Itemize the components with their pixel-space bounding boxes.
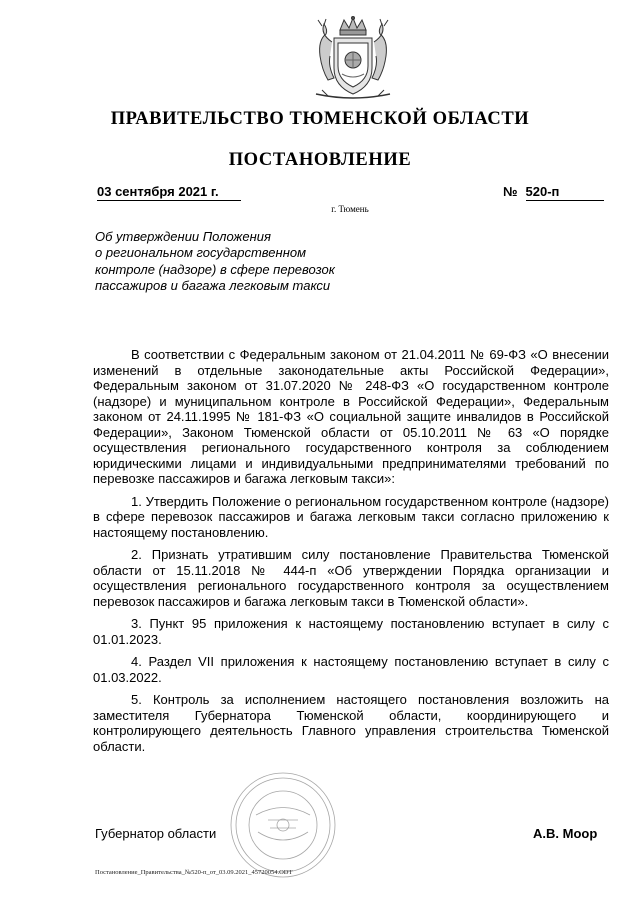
- subject-line: контроле (надзоре) в сфере перевозок: [95, 261, 335, 277]
- clause-paragraph: 5. Контроль за исполнением настоящего постановления возложить на заместителя Губернатора Тюменской области, координирующего и контролирующего деятельность Главного управления строительства Тюменской области.: [93, 692, 609, 754]
- document-number: [503, 184, 604, 201]
- signatory-name: А.В. Моор: [533, 826, 598, 841]
- clause-paragraph: 2. Признать утратившим силу постановление Правительства Тюменской области от 15.11.2018 № 444-п «Об утверждении Порядка организации и осуществления регионального государственного контроля за осуществлением перевозок пассажиров и багажа легковым такси в Тюменской области».: [93, 547, 609, 609]
- document-body: [93, 347, 609, 761]
- document-date: 03 сентября 2021 г.: [97, 184, 241, 201]
- number-sign: №: [503, 184, 518, 199]
- footer-filename: Постановление_Правительства_№520-п_от_03.09.2021_45720054.ODT: [95, 869, 293, 876]
- subject-line: Об утверждении Положения: [95, 229, 271, 244]
- coat-of-arms-icon: [298, 16, 408, 102]
- clause-paragraph: 1. Утвердить Положение о региональном государственном контроле (надзоре) в сфере перевозок пассажиров и багажа легковым такси согласно приложению к настоящему постановлению.: [93, 493, 609, 540]
- clause-paragraph: 4. Раздел VII приложения к настоящему постановлению вступает в силу с 01.03.2022.: [93, 654, 609, 685]
- organization-title: ПРАВИТЕЛЬСТВО ТЮМЕНСКОЙ ОБЛАСТИ: [110, 109, 530, 129]
- signatory-title: Губернатор области: [95, 826, 217, 841]
- subject-line: о региональном государственном: [95, 245, 306, 261]
- city: г. Тюмень: [331, 204, 369, 214]
- number-value: 520-п: [526, 184, 604, 201]
- document-subject: [95, 229, 335, 294]
- document-type: ПОСТАНОВЛЕНИЕ: [228, 150, 412, 170]
- official-seal-stamp: [228, 770, 338, 880]
- preamble-paragraph: В соответствии с Федеральным законом от 21.04.2011 № 69-ФЗ «О внесении изменений в отдельные законодательные акты Российской Федерации», Федеральным законом от 31.07.2020 № 248-ФЗ «О государственном контроле (надзоре) и муниципальном контроле в Российской Федерации», Федеральным законом от 24.11.1995 № 181-ФЗ «О социальной защите инвалидов в Российской Федерации», Законом Тюменской области от 05.10.2011 № 63 «О порядке осуществления регионального государственного контроля за соблюдением юридическими лицами и индивидуальными предпринимателями требований по перевозке пассажиров и багажа легковым такси»:: [93, 347, 609, 486]
- clause-paragraph: 3. Пункт 95 приложения к настоящему постановлению вступает в силу с 01.01.2023.: [93, 616, 609, 647]
- subject-line: пассажиров и багажа легковым такси: [95, 277, 331, 293]
